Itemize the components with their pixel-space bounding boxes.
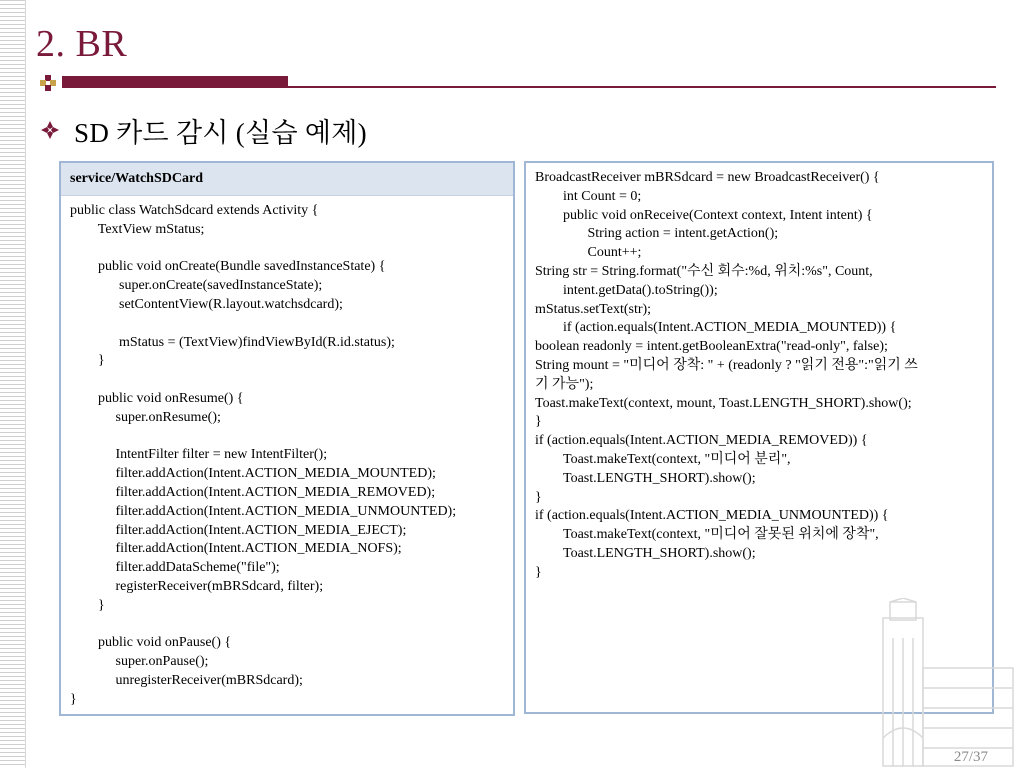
code-panel-header: service/WatchSDCard	[61, 163, 513, 196]
code-line: }	[70, 353, 105, 369]
code-line: registerReceiver(mBRSdcard, filter);	[70, 578, 324, 594]
code-line: }	[70, 597, 105, 613]
code-line: int Count = 0;	[535, 188, 642, 204]
title-underline-bar	[62, 76, 288, 88]
code-line: filter.addDataScheme("file");	[70, 560, 280, 576]
code-line: boolean readonly = intent.getBooleanExtra("read-only", false);	[535, 339, 888, 355]
code-line: }	[535, 489, 542, 505]
code-line	[70, 240, 504, 259]
code-line: filter.addAction(Intent.ACTION_MEDIA_NOFS);	[70, 541, 402, 557]
bullet-item	[40, 112, 367, 148]
code-line: Toast.LENGTH_SHORT).show();	[535, 470, 756, 486]
code-line: filter.addAction(Intent.ACTION_MEDIA_REMOVED);	[70, 484, 436, 500]
code-line: Count++;	[535, 245, 642, 261]
code-line: String mount = "미디어 장착: " + (readonly ? "읽기 전용":"읽기 쓰	[535, 357, 918, 373]
code-line	[70, 371, 504, 390]
code-line: }	[535, 564, 542, 580]
code-line: Toast.makeText(context, mount, Toast.LENGTH_SHORT).show();	[535, 395, 912, 411]
code-line: mStatus = (TextView)findViewById(R.id.status);	[70, 334, 395, 350]
code-line: IntentFilter filter = new IntentFilter();	[70, 447, 328, 463]
code-line: TextView mStatus;	[70, 221, 205, 237]
code-line: if (action.equals(Intent.ACTION_MEDIA_UNMOUNTED)) {	[535, 508, 889, 524]
code-line: intent.getData().toString());	[535, 282, 718, 298]
code-line: Toast.makeText(context, "미디어 잘못된 위치에 장착",	[535, 527, 879, 543]
code-line: }	[70, 691, 77, 707]
code-line: if (action.equals(Intent.ACTION_MEDIA_REMOVED)) {	[535, 433, 868, 449]
slide-title: 2. BR	[36, 23, 128, 65]
code-line: Toast.LENGTH_SHORT).show();	[535, 545, 756, 561]
code-line: 기 가능");	[535, 376, 594, 392]
code-line: filter.addAction(Intent.ACTION_MEDIA_UNMOUNTED);	[70, 503, 457, 519]
bullet-text: SD 카드 감시 (실습 예제)	[74, 117, 367, 148]
code-panel-left	[59, 161, 515, 716]
left-decorative-stripe	[0, 0, 26, 768]
code-line	[70, 616, 504, 635]
code-line: Toast.makeText(context, "미디어 분리",	[535, 451, 791, 467]
code-line: super.onCreate(savedInstanceState);	[70, 278, 323, 294]
code-line: super.onResume();	[70, 409, 221, 425]
four-petal-bullet-icon	[40, 120, 60, 140]
code-line: String action = intent.getAction();	[535, 226, 779, 242]
code-line: filter.addAction(Intent.ACTION_MEDIA_EJECT);	[70, 522, 407, 538]
building-watermark-icon	[878, 598, 1018, 768]
code-line: public void onResume() {	[70, 390, 244, 406]
code-line: public class WatchSdcard extends Activity {	[70, 203, 319, 218]
code-line: mStatus.setText(str);	[535, 301, 652, 317]
code-line	[70, 428, 504, 447]
code-line: public void onCreate(Bundle savedInstanceState) {	[70, 259, 386, 275]
code-line: if (action.equals(Intent.ACTION_MEDIA_MOUNTED)) {	[535, 320, 897, 336]
page-number: 27/37	[953, 749, 988, 765]
code-line: String str = String.format("수신 회수:%d, 위치:%s", Count,	[535, 263, 873, 279]
code-line: unregisterReceiver(mBRSdcard);	[70, 672, 303, 688]
code-block-left	[61, 196, 513, 716]
code-line: public void onReceive(Context context, Intent intent) {	[535, 207, 873, 223]
code-line: setContentView(R.layout.watchsdcard);	[70, 296, 343, 312]
code-line	[70, 315, 504, 334]
code-line: public void onPause() {	[70, 635, 232, 651]
code-line: filter.addAction(Intent.ACTION_MEDIA_MOUNTED);	[70, 466, 436, 482]
title-underline-line	[288, 86, 996, 88]
code-block-right	[526, 163, 992, 589]
diamond-grid-icon	[40, 75, 56, 91]
code-line: super.onPause();	[70, 654, 209, 670]
code-line: }	[535, 414, 542, 430]
code-line: BroadcastReceiver mBRSdcard = new BroadcastReceiver() {	[535, 170, 880, 185]
